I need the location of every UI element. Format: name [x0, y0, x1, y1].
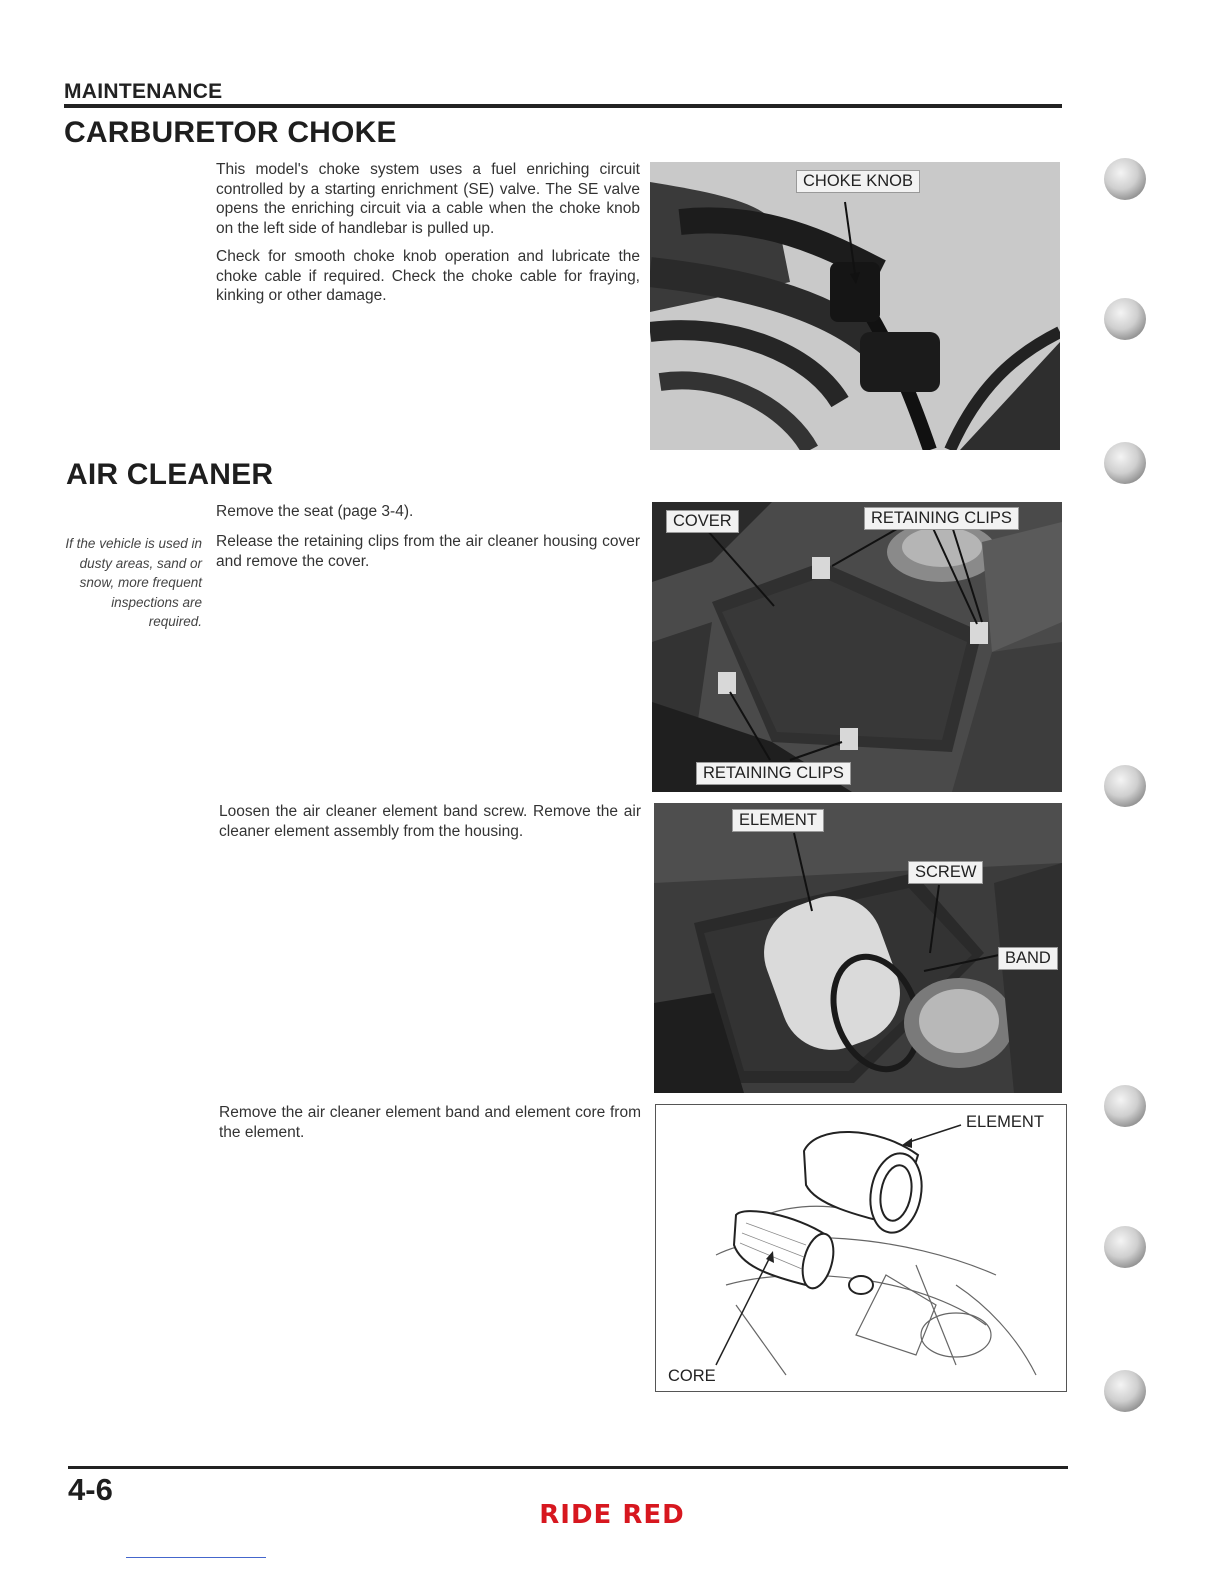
dusty-areas-note: If the vehicle is used in dusty areas, sand or snow, more frequent inspections are required. — [65, 536, 202, 629]
air-cleaner-step-4: Remove the air cleaner element band and element core from the element. — [219, 1104, 641, 1141]
element-core-illustration — [656, 1105, 1066, 1391]
air-cleaner-step-3: Loosen the air cleaner element band screw. Remove the air cleaner element assembly from the housing. — [219, 803, 641, 840]
label-retaining-clips-top: RETAINING CLIPS — [864, 507, 1019, 530]
label-drawing-element: ELEMENT — [966, 1113, 1044, 1131]
choke-paragraph-1: This model's choke system uses a fuel enriching circuit controlled by a starting enrichment (SE) valve. The SE valve opens the enriching circuit via a cable when the choke knob on the left side of handlebar is pulled up. — [216, 161, 640, 237]
choke-knob-photo — [650, 162, 1060, 450]
label-drawing-core: CORE — [668, 1367, 716, 1385]
air-cleaner-step-2: Release the retaining clips from the air cleaner housing cover and remove the cover. — [216, 533, 640, 570]
binder-hole — [1104, 158, 1146, 200]
footer-link-underline — [126, 1557, 266, 1558]
footer-brand: RIDE RED — [539, 1500, 685, 1530]
choke-paragraph-2: Check for smooth choke knob operation and lubricate the choke cable if required. Check the choke cable for fraying, kinking or other damage. — [216, 248, 640, 304]
binder-hole — [1104, 1370, 1146, 1412]
page-number: 4-6 — [68, 1472, 113, 1507]
footer-rule — [68, 1466, 1068, 1469]
label-element: ELEMENT — [732, 809, 824, 832]
binder-hole — [1104, 442, 1146, 484]
binder-hole — [1104, 1085, 1146, 1127]
choke-photo-graphic — [650, 162, 1060, 450]
label-band: BAND — [998, 947, 1058, 970]
label-choke-knob: CHOKE KNOB — [796, 170, 920, 193]
choke-text — [216, 160, 640, 315]
section-label: MAINTENANCE — [64, 80, 223, 103]
choke-title: CARBURETOR CHOKE — [64, 116, 397, 149]
header-rule — [64, 104, 1062, 108]
binder-hole — [1104, 1226, 1146, 1268]
binder-hole — [1104, 298, 1146, 340]
element-screw-band-photo — [654, 803, 1062, 1093]
cover-clips-photo — [652, 502, 1062, 792]
label-retaining-clips-bottom: RETAINING CLIPS — [696, 762, 851, 785]
label-cover: COVER — [666, 510, 739, 533]
label-screw: SCREW — [908, 861, 983, 884]
element-core-drawing — [655, 1104, 1067, 1392]
air-cleaner-step-1: Remove the seat (page 3-4). — [216, 503, 414, 520]
air-cleaner-title: AIR CLEANER — [66, 458, 274, 491]
binder-hole — [1104, 765, 1146, 807]
cover-photo-graphic — [652, 502, 1062, 792]
